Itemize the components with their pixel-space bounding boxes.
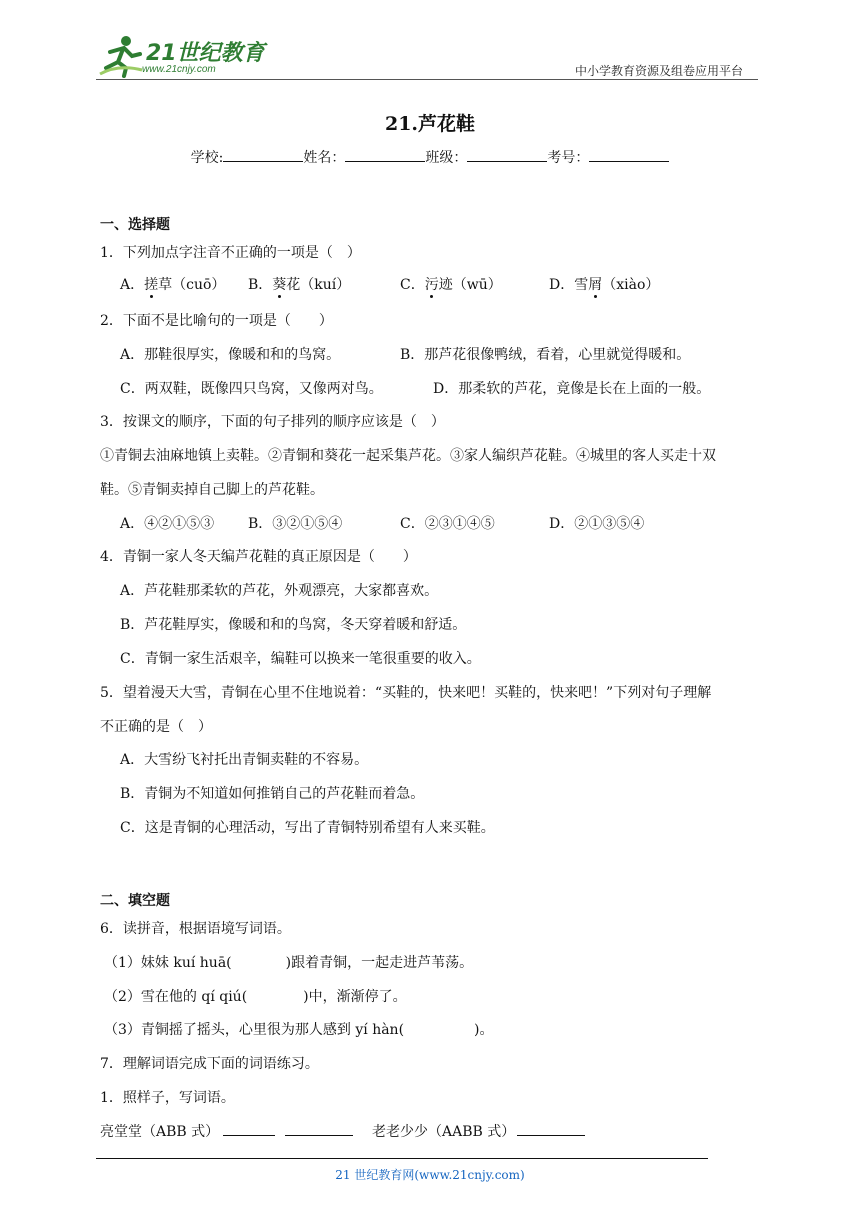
q4-option-a[interactable]: A．芦花鞋那柔软的芦花，外观漂亮，大家都喜欢。 bbox=[120, 583, 439, 599]
question-6-stem: 6．读拼音，根据语境写词语。 bbox=[100, 921, 291, 937]
q1-option-b[interactable] bbox=[248, 274, 350, 294]
q1-option-d[interactable] bbox=[549, 274, 659, 294]
q2-option-b[interactable]: B．那芦花很像鸭绒，看着，心里就觉得暖和。 bbox=[400, 347, 691, 363]
q1-a-prefix: A． bbox=[120, 277, 145, 293]
class-label: 班级： bbox=[425, 150, 468, 166]
q1-b-suffix: 花（kuí） bbox=[286, 277, 351, 293]
aabb-blank[interactable] bbox=[517, 1121, 585, 1136]
question-7-stem: 7．理解词语完成下面的词语练习。 bbox=[100, 1056, 319, 1072]
student-info-line bbox=[0, 147, 860, 167]
q7-sub-1: 1．照样子，写词语。 bbox=[100, 1090, 235, 1106]
footer-divider bbox=[96, 1158, 708, 1159]
footer-link[interactable]: 21 世纪教育网(www.21cnjy.com) bbox=[335, 1168, 525, 1182]
name-label: 姓名： bbox=[303, 150, 346, 166]
header-divider bbox=[96, 79, 758, 80]
q1-option-a[interactable] bbox=[120, 274, 225, 294]
q3-sentences-line-2: 鞋。⑤青铜卖掉自己脚上的芦花鞋。 bbox=[100, 482, 324, 498]
q7-abb-line bbox=[100, 1121, 353, 1141]
question-5-stem-line-1: 5．望着漫天大雪，青铜在心里不住地说着：“买鞋的，快来吧！买鞋的，快来吧！”下列对句子理解 bbox=[100, 685, 712, 701]
runner-logo-icon bbox=[96, 34, 146, 78]
question-2-stem: 2．下面不是比喻句的一项是（ ） bbox=[100, 313, 333, 329]
section-heading-choice: 一、选择题 bbox=[100, 217, 170, 233]
q2-option-d[interactable]: D．那柔软的芦花，竟像是长在上面的一般。 bbox=[433, 381, 711, 397]
q5-option-c[interactable]: C．这是青铜的心理活动，写出了青铜特别希望有人来买鞋。 bbox=[120, 820, 495, 836]
question-5-stem-line-2: 不正确的是（ ） bbox=[100, 719, 212, 735]
q7-aabb-line bbox=[372, 1121, 585, 1141]
q6-3-suffix: )。 bbox=[474, 1022, 494, 1038]
q1-c-dotted-char: 污 bbox=[424, 277, 439, 293]
question-4-stem: 4．青铜一家人冬天编芦花鞋的真正原因是（ ） bbox=[100, 549, 417, 565]
aabb-label: 老老少少（AABB 式） bbox=[372, 1124, 516, 1140]
school-blank[interactable] bbox=[223, 147, 303, 162]
q1-d-prefix: D．雪 bbox=[549, 277, 589, 293]
q1-b-prefix: B． bbox=[248, 277, 273, 293]
abb-label: 亮堂堂（ABB 式） bbox=[100, 1124, 220, 1140]
q6-3-prefix: （3）青铜摇了摇头，心里很为那人感到 yí hàn( bbox=[104, 1022, 405, 1038]
q3-sentences-line-1: ①青铜去油麻地镇上卖鞋。②青铜和葵花一起采集芦花。③家人编织芦花鞋。④城里的客人买走十双 bbox=[100, 448, 716, 464]
exam-no-blank[interactable] bbox=[589, 147, 669, 162]
q6-item-3 bbox=[104, 1019, 494, 1039]
q1-d-dotted-char: 屑 bbox=[588, 277, 603, 293]
q1-a-suffix: 草（cuō） bbox=[158, 277, 226, 293]
platform-label: 中小学教育资源及组卷应用平台 bbox=[575, 64, 744, 78]
q2-option-c[interactable]: C．两双鞋，既像四只鸟窝，又像两对鸟。 bbox=[120, 381, 383, 397]
q1-option-c[interactable] bbox=[400, 274, 502, 294]
q5-option-b[interactable]: B．青铜为不知道如何推销自己的芦花鞋而着急。 bbox=[120, 786, 425, 802]
q3-option-d[interactable]: D．②①③⑤④ bbox=[549, 516, 645, 532]
q6-item-1 bbox=[104, 952, 473, 972]
exam-no-label: 考号： bbox=[547, 150, 590, 166]
abb-blank-1[interactable] bbox=[223, 1121, 275, 1136]
q5-option-a[interactable]: A．大雪纷飞衬托出青铜卖鞋的不容易。 bbox=[120, 752, 369, 768]
q6-2-prefix: （2）雪在他的 qí qiú( bbox=[104, 989, 248, 1005]
q1-b-dotted-char: 葵 bbox=[272, 277, 287, 293]
q1-c-prefix: C． bbox=[400, 277, 425, 293]
q1-a-dotted-char: 搓 bbox=[144, 277, 159, 293]
q2-option-a[interactable]: A．那鞋很厚实，像暖和和的鸟窝。 bbox=[120, 347, 341, 363]
q3-option-b[interactable]: B．③②①⑤④ bbox=[248, 516, 343, 532]
q6-1-suffix: )跟着青铜，一起走进芦苇荡。 bbox=[285, 955, 474, 971]
q1-c-suffix: 迹（wū） bbox=[438, 277, 502, 293]
question-1-stem: 1．下列加点字注音不正确的一项是（ ） bbox=[100, 245, 361, 261]
page-title: 21.芦花鞋 bbox=[384, 113, 476, 135]
q6-2-suffix: )中，渐渐停了。 bbox=[303, 989, 407, 1005]
abb-blank-2[interactable] bbox=[285, 1121, 353, 1136]
class-blank[interactable] bbox=[467, 147, 547, 162]
q1-d-suffix: （xiào） bbox=[602, 277, 660, 293]
question-3-stem: 3．按课文的顺序，下面的句子排列的顺序应该是（ ） bbox=[100, 414, 445, 430]
logo-url: www.21cnjy.com bbox=[142, 64, 216, 75]
q4-option-b[interactable]: B．芦花鞋厚实，像暖和和的鸟窝，冬天穿着暖和舒适。 bbox=[120, 617, 467, 633]
name-blank[interactable] bbox=[345, 147, 425, 162]
q6-1-prefix: （1）妹妹 kuí huā( bbox=[104, 955, 232, 971]
logo bbox=[96, 34, 266, 80]
q3-option-a[interactable]: A．④②①⑤③ bbox=[120, 516, 215, 532]
q4-option-c[interactable]: C．青铜一家生活艰辛，编鞋可以换来一笔很重要的收入。 bbox=[120, 651, 481, 667]
q6-item-2 bbox=[104, 986, 407, 1006]
section-heading-fill: 二、填空题 bbox=[100, 893, 170, 909]
school-label: 学校: bbox=[190, 150, 224, 166]
logo-text: 21世纪教育 bbox=[146, 41, 265, 66]
q3-option-c[interactable]: C．②③①④⑤ bbox=[400, 516, 495, 532]
